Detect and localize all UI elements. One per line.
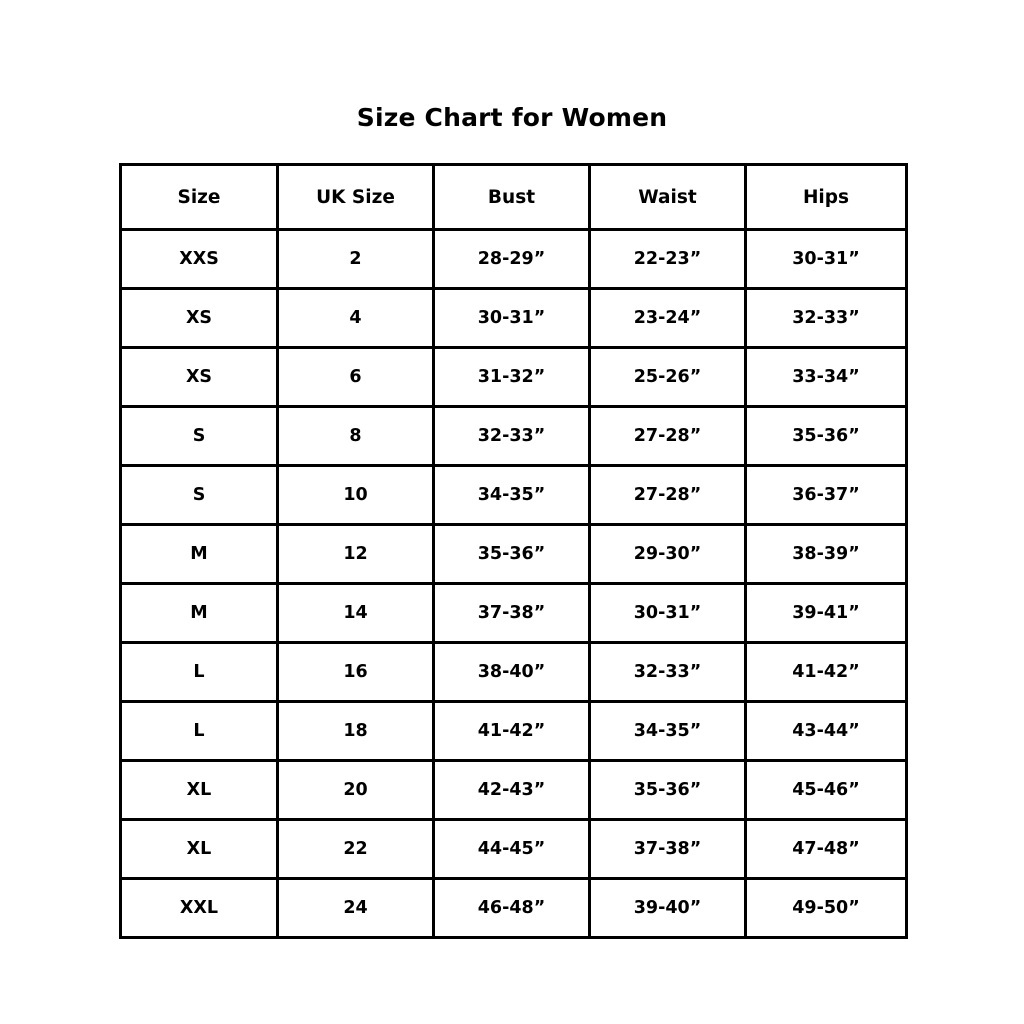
cell-bust: 42-43” [434,761,590,820]
table-row [121,289,907,348]
cell-hips: 33-34” [746,348,907,407]
cell-uk: 12 [278,525,434,584]
cell-size: M [121,525,278,584]
cell-size: XS [121,289,278,348]
cell-uk: 10 [278,466,434,525]
cell-bust: 31-32” [434,348,590,407]
cell-waist: 34-35” [590,702,746,761]
table-row [121,820,907,879]
page-title: Size Chart for Women [356,103,668,132]
cell-waist: 27-28” [590,407,746,466]
cell-bust: 44-45” [434,820,590,879]
size-chart-table-wrapper [119,163,905,939]
cell-bust: 41-42” [434,702,590,761]
table-row [121,348,907,407]
cell-bust: 46-48” [434,879,590,938]
cell-waist: 37-38” [590,820,746,879]
table-row [121,466,907,525]
column-header-bust: Bust [434,165,590,230]
cell-uk: 18 [278,702,434,761]
cell-uk: 16 [278,643,434,702]
cell-size: XL [121,761,278,820]
cell-size: XS [121,348,278,407]
cell-hips: 30-31” [746,230,907,289]
cell-waist: 25-26” [590,348,746,407]
cell-waist: 23-24” [590,289,746,348]
table-row [121,407,907,466]
cell-bust: 37-38” [434,584,590,643]
size-chart-table [119,163,908,939]
cell-bust: 34-35” [434,466,590,525]
cell-size: S [121,466,278,525]
cell-size: L [121,643,278,702]
cell-bust: 30-31” [434,289,590,348]
cell-size: S [121,407,278,466]
cell-waist: 35-36” [590,761,746,820]
table-row [121,643,907,702]
table-row [121,702,907,761]
cell-uk: 24 [278,879,434,938]
table-row [121,525,907,584]
cell-uk: 2 [278,230,434,289]
cell-bust: 28-29” [434,230,590,289]
cell-uk: 20 [278,761,434,820]
cell-size: XXL [121,879,278,938]
column-header-hips: Hips [746,165,907,230]
cell-size: M [121,584,278,643]
cell-waist: 32-33” [590,643,746,702]
cell-hips: 36-37” [746,466,907,525]
table-row [121,879,907,938]
cell-hips: 49-50” [746,879,907,938]
cell-waist: 30-31” [590,584,746,643]
cell-bust: 38-40” [434,643,590,702]
cell-size: L [121,702,278,761]
cell-hips: 38-39” [746,525,907,584]
cell-waist: 29-30” [590,525,746,584]
table-header-row [121,165,907,230]
column-header-uk-size: UK Size [278,165,434,230]
cell-uk: 6 [278,348,434,407]
cell-uk: 14 [278,584,434,643]
cell-hips: 41-42” [746,643,907,702]
cell-bust: 35-36” [434,525,590,584]
cell-hips: 39-41” [746,584,907,643]
cell-uk: 8 [278,407,434,466]
cell-waist: 22-23” [590,230,746,289]
cell-bust: 32-33” [434,407,590,466]
cell-hips: 35-36” [746,407,907,466]
cell-hips: 45-46” [746,761,907,820]
table-row [121,230,907,289]
cell-hips: 43-44” [746,702,907,761]
cell-size: XXS [121,230,278,289]
column-header-waist: Waist [590,165,746,230]
column-header-size: Size [121,165,278,230]
cell-waist: 39-40” [590,879,746,938]
table-row [121,761,907,820]
cell-size: XL [121,820,278,879]
cell-hips: 47-48” [746,820,907,879]
cell-uk: 22 [278,820,434,879]
cell-hips: 32-33” [746,289,907,348]
table-row [121,584,907,643]
cell-uk: 4 [278,289,434,348]
cell-waist: 27-28” [590,466,746,525]
